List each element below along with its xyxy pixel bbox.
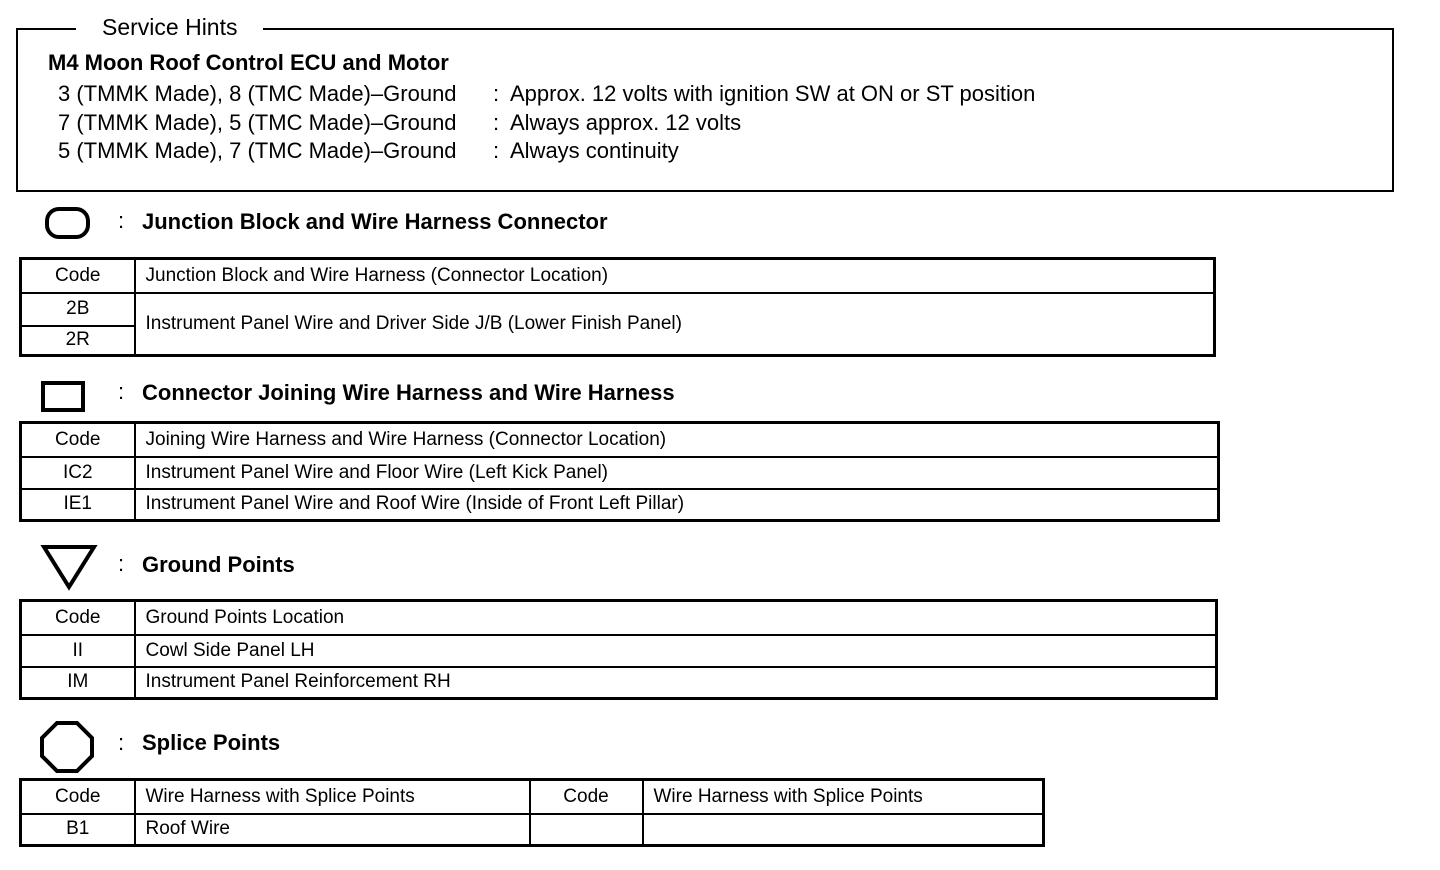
hint-desc: Always continuity [510,138,679,163]
table-row [21,814,1044,846]
desc-cell: Instrument Panel Wire and Roof Wire (Inside of Front Left Pillar) [135,489,1219,521]
code-header: Code [21,259,135,293]
octagon-icon [39,720,95,774]
code-cell: IE1 [21,489,135,521]
code-header: Code [530,780,643,814]
joining-section-title: Connector Joining Wire Harness and Wire Harness [142,380,675,405]
junction-table [19,257,1216,357]
rounded-rectangle-icon [44,205,92,241]
hint-colon: : [493,138,500,163]
code-cell: B1 [21,814,135,846]
code-cell: IM [21,667,135,699]
hint-term: 3 (TMMK Made), 8 (TMC Made)–Ground [58,81,457,106]
hint-desc: Approx. 12 volts with ignition SW at ON or ST position [510,81,1036,106]
rectangle-icon [40,379,88,415]
table-header-row [21,259,1215,293]
desc-cell [643,814,1044,846]
table-header-row [21,780,1044,814]
section-colon: : [118,208,125,233]
table-header-row [21,423,1219,457]
joining-table [19,421,1220,522]
table-row [21,457,1219,489]
code-cell [530,814,643,846]
table-row [21,667,1217,699]
hint-colon: : [493,81,500,106]
code-header: Code [21,780,135,814]
hint-term: 5 (TMMK Made), 7 (TMC Made)–Ground [58,138,457,163]
section-colon: : [118,551,125,576]
table-row [21,635,1217,667]
desc-header: Wire Harness with Splice Points [643,780,1044,814]
code-header: Code [21,423,135,457]
ground-table [19,599,1218,700]
desc-cell: Instrument Panel Reinforcement RH [135,667,1217,699]
splice-table [19,778,1045,847]
hint-desc: Always approx. 12 volts [510,110,742,135]
section-colon: : [118,730,125,755]
desc-header: Joining Wire Harness and Wire Harness (Connector Location) [135,423,1219,457]
section-colon: : [118,379,125,404]
junction-section-title: Junction Block and Wire Harness Connector [142,209,608,234]
service-hints-title: Service Hints [76,12,263,42]
ground-section-title: Ground Points [142,552,295,577]
table-row [21,489,1219,521]
desc-header: Ground Points Location [135,601,1217,635]
table-header-row [21,601,1217,635]
desc-cell: Instrument Panel Wire and Driver Side J/B (Lower Finish Panel) [135,293,1215,356]
code-cell: IC2 [21,457,135,489]
code-cell: II [21,635,135,667]
code-cell: 2B [21,293,135,326]
hint-colon: : [493,110,500,135]
desc-cell: Instrument Panel Wire and Floor Wire (Left Kick Panel) [135,457,1219,489]
desc-header: Junction Block and Wire Harness (Connector Location) [135,259,1215,293]
table-row [21,293,1215,326]
desc-cell: Cowl Side Panel LH [135,635,1217,667]
desc-cell: Roof Wire [135,814,530,846]
service-hints-component: M4 Moon Roof Control ECU and Motor [48,50,449,75]
code-cell: 2R [21,326,135,356]
desc-header: Wire Harness with Splice Points [135,780,530,814]
down-triangle-icon [40,543,98,591]
splice-section-title: Splice Points [142,730,281,755]
hint-term: 7 (TMMK Made), 5 (TMC Made)–Ground [58,110,457,135]
code-header: Code [21,601,135,635]
